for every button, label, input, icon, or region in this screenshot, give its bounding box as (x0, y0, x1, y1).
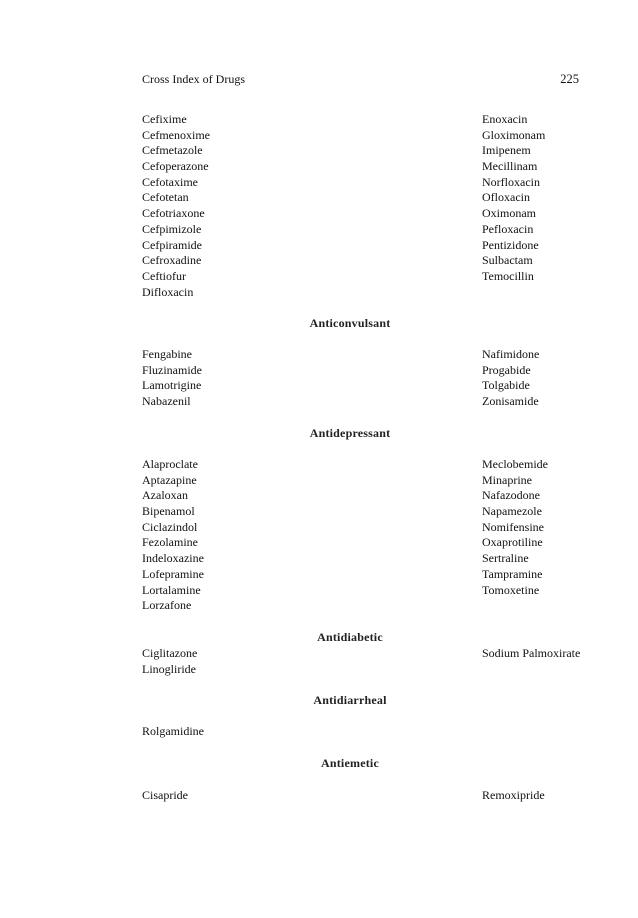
section-5-right-column (482, 788, 545, 804)
drug-name: Bipenamol (142, 504, 195, 519)
drug-name: Ofloxacin (482, 190, 530, 205)
drug-name: Pefloxacin (482, 221, 534, 236)
drug-name: Indeloxazine (142, 551, 204, 566)
drug-name: Imipenem (482, 143, 531, 158)
drug-name: Lorzafone (142, 598, 192, 613)
running-title: Cross Index of Drugs (142, 72, 245, 86)
drug-name: Zonisamide (482, 394, 539, 409)
section-0-left-column (142, 112, 210, 300)
section-heading-anticonvulsant: Anticonvulsant (309, 316, 391, 330)
drug-name: Temocillin (482, 268, 534, 283)
section-5-left-column (142, 788, 188, 804)
section-heading-antidepressant: Antidepressant (309, 426, 391, 440)
drug-name: Ciglitazone (142, 646, 198, 660)
drug-name: Nabazenil (142, 394, 191, 409)
drug-name: Cefpimizole (142, 221, 202, 236)
drug-name: Tampramine (482, 566, 543, 581)
drug-name: Difloxacin (142, 284, 194, 299)
section-2-right-column (482, 457, 548, 598)
drug-name: Cefroxadine (142, 253, 202, 268)
drug-name: Ciclazindol (142, 519, 198, 534)
drug-name: Sulbactam (482, 253, 533, 268)
drug-name: Cefotriaxone (142, 206, 205, 221)
drug-name: Cisapride (142, 788, 188, 802)
drug-name: Fluzinamide (142, 362, 202, 377)
drug-name: Azaloxan (142, 488, 188, 503)
drug-name: Sertraline (482, 551, 529, 566)
drug-name: Sodium Palmoxirate (482, 646, 581, 660)
drug-name: Pentizidone (482, 237, 539, 252)
drug-name: Enoxacin (482, 112, 528, 126)
section-heading-antiemetic: Antiemetic (321, 756, 379, 770)
section-2-left-column (142, 457, 204, 614)
drug-name: Ceftiofur (142, 268, 186, 283)
drug-name: Fezolamine (142, 535, 198, 550)
drug-name: Lofepramine (142, 566, 204, 581)
section-1-right-column (482, 347, 539, 410)
section-3-left-column (142, 646, 197, 677)
drug-name: Lamotrigine (142, 378, 202, 393)
drug-name: Cefmenoxime (142, 127, 210, 142)
drug-name: Nafazodone (482, 488, 540, 503)
section-heading-antidiarrheal: Antidiarrheal (313, 693, 387, 707)
drug-name: Cefmetazole (142, 143, 203, 158)
drug-name: Nafimidone (482, 347, 540, 361)
section-1-left-column (142, 347, 202, 410)
drug-name: Cefotaxime (142, 174, 198, 189)
drug-name: Cefixime (142, 112, 187, 126)
drug-name: Cefoperazone (142, 159, 209, 174)
drug-name: Tolgabide (482, 378, 530, 393)
drug-name: Mecillinam (482, 159, 538, 174)
section-4-left-column (142, 724, 204, 740)
drug-name: Napamezole (482, 504, 542, 519)
drug-name: Oxaprotiline (482, 535, 543, 550)
drug-name: Tomoxetine (482, 582, 540, 597)
drug-name: Lortalamine (142, 582, 201, 597)
section-0-right-column (482, 112, 545, 285)
drug-name: Cefpiramide (142, 237, 202, 252)
drug-name: Meclobemide (482, 457, 548, 471)
drug-name: Cefotetan (142, 190, 189, 205)
drug-name: Aptazapine (142, 472, 197, 487)
drug-name: Rolgamidine (142, 724, 204, 738)
section-3-right-column (482, 646, 580, 662)
drug-name: Nomifensine (482, 519, 544, 534)
drug-name: Linogliride (142, 661, 196, 676)
drug-name: Alaproclate (142, 457, 198, 471)
section-heading-antidiabetic: Antidiabetic (317, 630, 383, 644)
drug-name: Norfloxacin (482, 174, 540, 189)
running-header (142, 72, 579, 88)
drug-name: Oximonam (482, 206, 536, 221)
drug-name: Minaprine (482, 472, 532, 487)
drug-name: Fengabine (142, 347, 192, 361)
drug-name: Remoxipride (482, 788, 545, 802)
page-number: 225 (560, 72, 579, 86)
drug-name: Progabide (482, 362, 531, 377)
drug-name: Gloximonam (482, 127, 546, 142)
